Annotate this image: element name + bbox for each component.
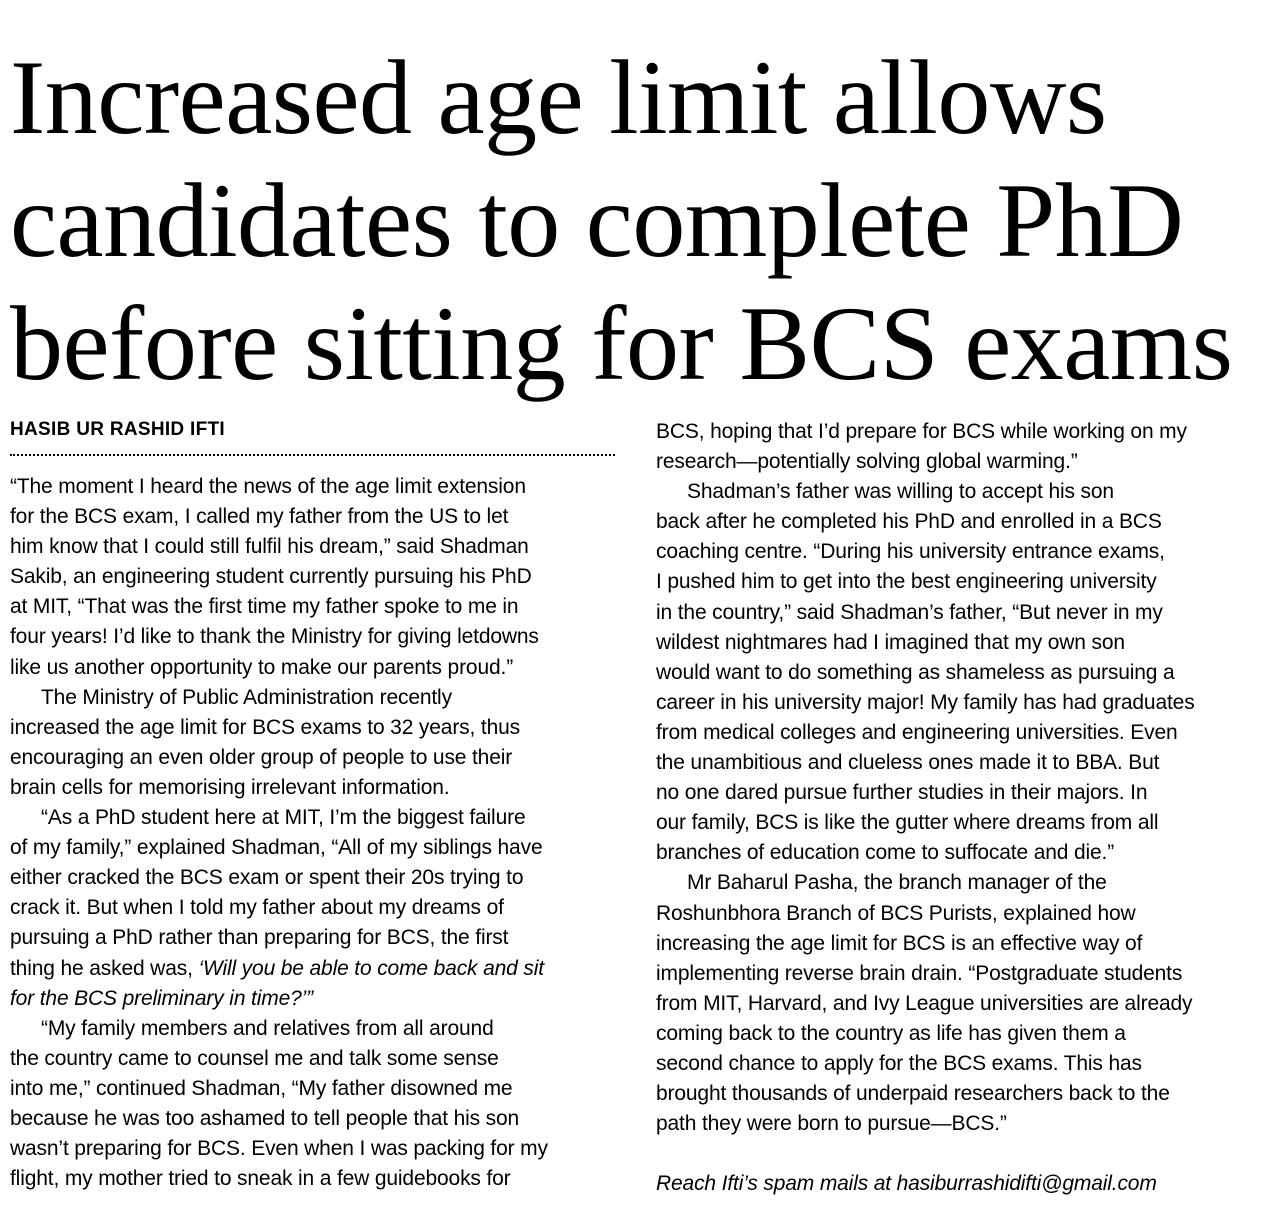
article-text-line: brought thousands of underpaid researchers back to the — [656, 1082, 1170, 1106]
article-text-line: our family, BCS is like the gutter where dreams from all — [656, 811, 1159, 835]
article-text-line: pursuing a PhD rather than preparing for BCS, the first — [10, 926, 509, 950]
article-text-line: coaching centre. “During his university entrance exams, — [656, 540, 1165, 564]
article-text-line: wasn’t preparing for BCS. Even when I was packing for my — [10, 1137, 548, 1161]
article-right-column — [656, 417, 1268, 1199]
dotted-divider — [10, 454, 615, 456]
article-text-line: increasing the age limit for BCS is an effective way of — [656, 931, 1143, 955]
article-text-line: the country came to counsel me and talk some sense — [10, 1046, 499, 1070]
article-text-line: Roshunbhora Branch of BCS Purists, explained how — [656, 901, 1136, 925]
article-text-line: research—potentially solving global warming.” — [656, 450, 1078, 474]
article-text-line: like us another opportunity to make our parents proud.” — [10, 655, 514, 679]
article-text-line: branches of education come to suffocate and die.” — [656, 841, 1115, 865]
article-text-line: of my family,” explained Shadman, “All of my siblings have — [10, 836, 543, 860]
article-text-line: either cracked the BCS exam or spent their 20s trying to — [10, 866, 524, 890]
article-text-line: increased the age limit for BCS exams to 32 years, thus — [10, 715, 520, 739]
text-segment: thing he asked was, — [10, 956, 199, 980]
article-text-line: at MIT, “That was the first time my father spoke to me in — [10, 595, 519, 619]
article-text-line: for the BCS exam, I called my father from the US to let — [10, 505, 509, 529]
headline-line: Increased age limit allows — [10, 39, 1107, 156]
article-text-line: BCS, hoping that I’d prepare for BCS while working on my — [656, 420, 1187, 443]
article-text-line: because he was too ashamed to tell people that his son — [10, 1106, 520, 1130]
article-text-line: path they were born to pursue—BCS.” — [656, 1112, 1007, 1136]
article-text-line: career in his university major! My family has had graduates — [656, 690, 1195, 714]
byline: HASIB UR RASHID IFTI — [10, 419, 225, 440]
article-text-line: “My family members and relatives from all around — [41, 1016, 494, 1040]
article-text-line: crack it. But when I told my father about my dreams of — [10, 896, 504, 920]
article-text-line: “The moment I heard the news of the age limit extension — [10, 475, 526, 498]
article-text-line: for the BCS preliminary in time?’” — [10, 986, 313, 1010]
article-text-line: back after he completed his PhD and enrolled in a BCS — [656, 510, 1162, 534]
article-text-line: implementing reverse brain drain. “Postgraduate students — [656, 961, 1183, 985]
article-text-line: encouraging an even older group of people to use their — [10, 745, 513, 769]
article-left-column — [10, 472, 620, 1194]
article-text-line: brain cells for memorising irrelevant information. — [10, 775, 450, 799]
article-text-line: him know that I could still fulfil his dream,” said Shadman — [10, 535, 529, 559]
italic-quote-segment: ‘Will you be able to come back and sit — [198, 956, 544, 980]
headline-line: candidates to complete PhD — [10, 162, 1184, 279]
article-text-line: Mr Baharul Pasha, the branch manager of the — [687, 871, 1107, 895]
article-text-line — [10, 954, 620, 984]
article-text-line: from medical colleges and engineering universities. Even — [656, 720, 1178, 744]
article-text-line: second chance to apply for the BCS exams. This has — [656, 1051, 1142, 1075]
article-text-line: “As a PhD student here at MIT, I’m the biggest failure — [41, 806, 526, 830]
footer-spacer — [656, 1139, 1268, 1169]
headline-line: before sitting for BCS exams — [10, 285, 1233, 402]
article-text-line: wildest nightmares had I imagined that my own son — [656, 630, 1125, 654]
article-text-line: no one dared pursue further studies in their majors. In — [656, 781, 1148, 805]
article-text-line: coming back to the country as life has given them a — [656, 1021, 1126, 1045]
article-text-line: from MIT, Harvard, and Ivy League universities are already — [656, 991, 1193, 1015]
article-text-line: the unambitious and clueless ones made it to BBA. But — [656, 751, 1160, 775]
author-contact-footer: Reach Ifti’s spam mails at hasiburrashidifti@gmail.com — [656, 1172, 1157, 1196]
article-text-line: The Ministry of Public Administration recently — [41, 685, 452, 709]
article-text-line: four years! I’d like to thank the Ministry for giving letdowns — [10, 625, 539, 649]
article-text-line: into me,” continued Shadman, “My father disowned me — [10, 1076, 513, 1100]
article-text-line: in the country,” said Shadman’s father, “But never in my — [656, 600, 1163, 624]
article-text-line: Sakib, an engineering student currently pursuing his PhD — [10, 565, 532, 589]
article-text-line: flight, my mother tried to sneak in a few guidebooks for — [10, 1167, 511, 1191]
article-text-line: I pushed him to get into the best engineering university — [656, 570, 1157, 594]
article-text-line: Shadman’s father was willing to accept his son — [687, 480, 1114, 504]
article-text-line: would want to do something as shameless as pursuing a — [656, 660, 1175, 684]
headline — [10, 36, 1270, 405]
